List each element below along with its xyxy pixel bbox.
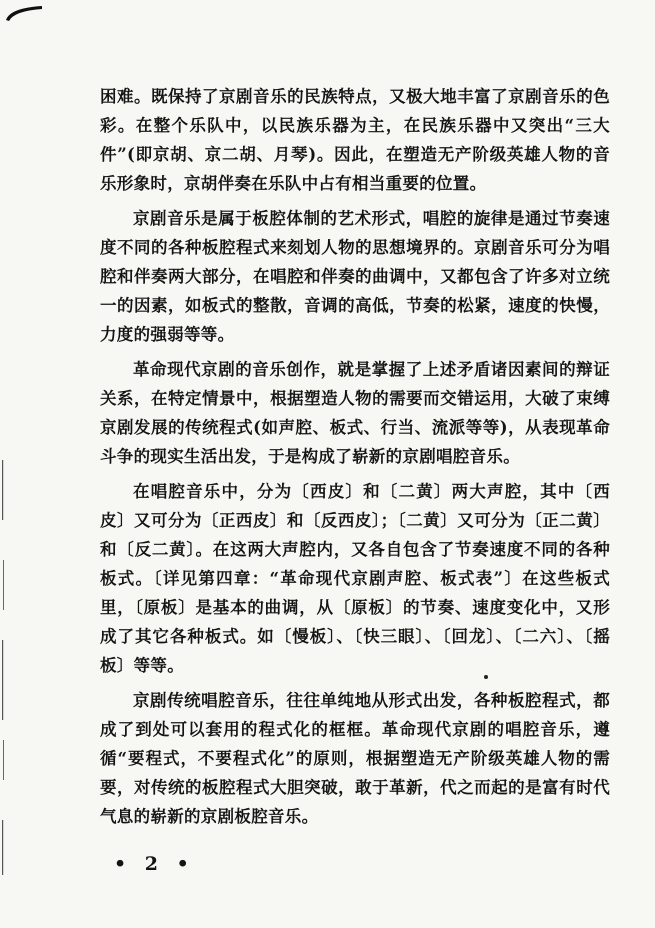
paragraph-5: 京剧传统唱腔音乐，往往单纯地从形式出发，各种板腔程式，都成了到处可以套用的程式化的框框。革命现代京剧的唱腔音乐，遵循“要程式，不要程式化”的原则，根据塑造无产阶级英雄人物的需要，对传统的板腔程式大胆突破，敢于革新，代之而起的是富有时代气息的崭新的京剧板腔音乐。 — [100, 691, 610, 826]
binding-edge-marks — [0, 440, 14, 880]
paragraph-1: 困难。既保持了京剧音乐的民族特点，又极大地丰富了京剧音乐的色彩。在整个乐队中，以民族乐器为主，在民族乐器中又突出“三大件”(即京胡、京二胡、月琴)。因此，在塑造无产阶级英雄人物的音乐形象时，京胡伴奏在乐队中占有相当重要的位置。 — [100, 87, 610, 193]
stray-dot — [484, 675, 488, 679]
paragraph-2: 京剧音乐是属于板腔体制的艺术形式，唱腔的旋律是通过节奏速度不同的各种板腔程式来刻划人物的思想境界的。京剧音乐可分为唱腔和伴奏两大部分，在唱腔和伴奏的曲调中，又都包含了许多对立统一的因素，如板式的整散，音调的高低，节奏的松紧，速度的快慢，力度的强弱等等。 — [100, 209, 610, 344]
body-text — [100, 82, 610, 831]
paragraph-3: 革命现代京剧的音乐创作，就是掌握了上述矛盾诸因素间的辩证关系，在特定情景中，根据塑造人物的需要而交错运用，大破了束缚京剧发展的传统程式(如声腔、板式、行当、流派等等)，从表现革命斗争的现实生活出发，于是构成了崭新的京剧唱腔音乐。 — [100, 360, 610, 466]
paragraph-4: 在唱腔音乐中，分为〔西皮〕和〔二黄〕两大声腔，其中〔西皮〕又可分为〔正西皮〕和〔反西皮〕；〔二黄〕又可分为〔正二黄〕和〔反二黄〕。在这两大声腔内，又各自包含了节奏速度不同的各种板式。〔详见第四章：“革命现代京剧声腔、板式表”〕在这些板式里，〔原板〕是基本的曲调，从〔原板〕的节奏、速度变化中，又形成了其它各种板式。如〔慢板〕、〔快三眼〕、〔回龙〕、〔二六〕、〔摇板〕等等。 — [100, 482, 610, 675]
page-number: • 2 • — [114, 853, 195, 875]
corner-mark — [4, 4, 44, 22]
